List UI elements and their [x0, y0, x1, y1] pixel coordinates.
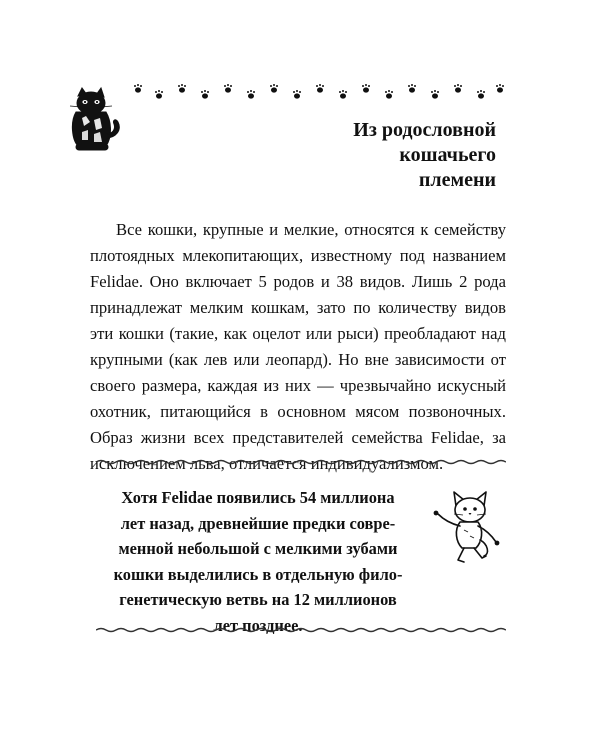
heading-line: племени: [418, 169, 496, 191]
callout-line: лет назад, древнейшие предки совре-: [120, 513, 396, 533]
body-paragraph: Все кошки, крупные и мелкие, относятся к семейству плотоядных млекопитающих, известному под названием Felidae. Оно включает 5 родов и 38 видов. Лишь 2 рода принадлежат мелким кошкам, зато по количеству видов эти кошки (такие, как оцелот или рыси) преобладают над крупными (как лев или леопард). Но вне зависимости от своего размера, каждая из них — чрезвычайно искусный охотник, питающийся в основном мясом позвоночных. Образ жизни всех представителей семейства Felidae, за исключением льва, отличается индивидуализмом.: [90, 220, 506, 473]
paw-prints-icon: [128, 78, 508, 100]
callout-line: Хотя Felidae появились 54 миллиона: [121, 488, 395, 507]
callout-line: менной небольшой с мелкими зубами: [118, 539, 398, 558]
callout-line: кошки выделились в отдельную фило-: [113, 564, 403, 584]
callout-text: [96, 485, 420, 638]
heading-line: Из родословной: [353, 119, 496, 141]
wavy-divider: [96, 624, 506, 636]
callout-line: лет позднее.: [213, 615, 303, 635]
sitting-cat-icon: [66, 86, 124, 152]
heading-line: кошачьего: [399, 144, 496, 166]
wavy-divider: [96, 456, 506, 468]
section-heading: [236, 118, 496, 193]
callout-line: генетическую ветвь на 12 миллионов: [119, 590, 397, 609]
dancing-kitten-icon: [430, 484, 502, 568]
